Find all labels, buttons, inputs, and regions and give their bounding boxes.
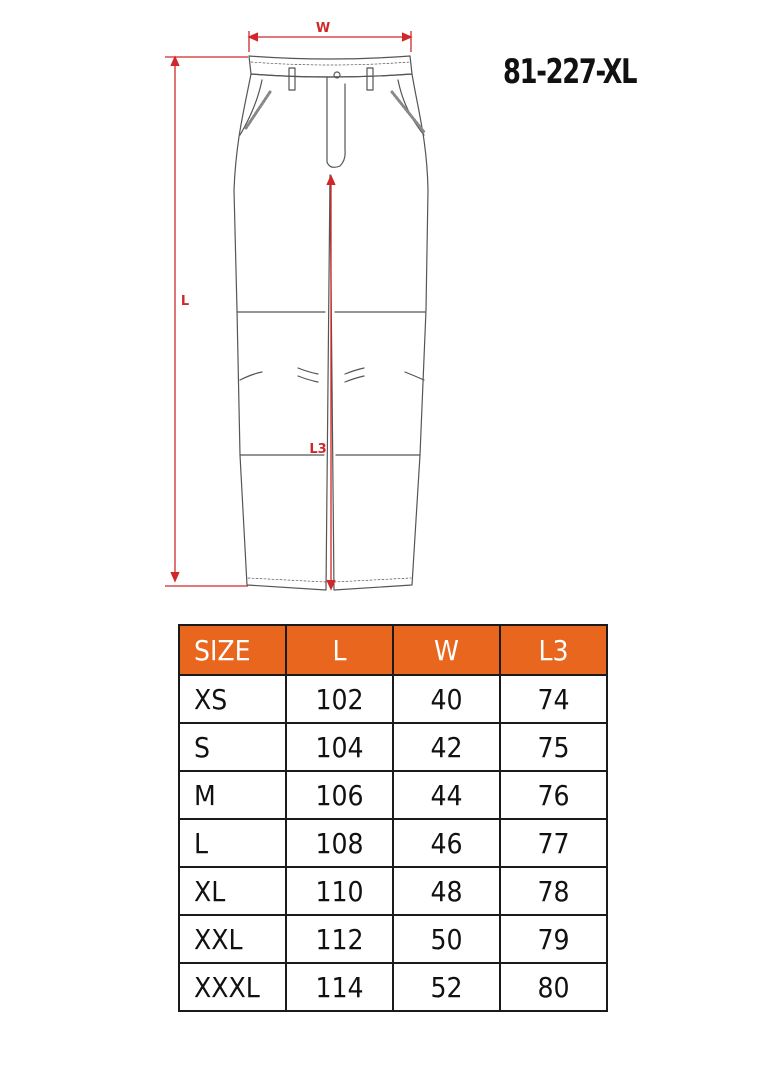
header-length: L	[286, 625, 393, 675]
belt-loop-right	[367, 68, 373, 90]
size-chart-table	[178, 624, 608, 1012]
width-cell: 40	[393, 675, 500, 723]
length-cell: 106	[286, 771, 393, 819]
inseam-cell: 77	[500, 819, 607, 867]
width-cell: 52	[393, 963, 500, 1011]
waistband-stitch	[251, 62, 410, 65]
inseam-cell: 75	[500, 723, 607, 771]
inseam-label: L3	[309, 442, 327, 457]
fly	[327, 77, 345, 167]
length-cell: 108	[286, 819, 393, 867]
size-cell: M	[179, 771, 286, 819]
inseam-cell: 78	[500, 867, 607, 915]
width-cell: 48	[393, 867, 500, 915]
length-cell: 112	[286, 915, 393, 963]
inseam-cell: 80	[500, 963, 607, 1011]
size-cell: XXXL	[179, 963, 286, 1011]
size-cell: S	[179, 723, 286, 771]
dimension-lines	[165, 31, 411, 589]
inseam-cell: 79	[500, 915, 607, 963]
length-cell: 102	[286, 675, 393, 723]
length-cell: 110	[286, 867, 393, 915]
width-arrow-right	[402, 33, 411, 41]
length-label: L	[180, 294, 190, 309]
table-row	[179, 675, 607, 723]
size-cell: L	[179, 819, 286, 867]
size-cell: XS	[179, 675, 286, 723]
width-arrow-left	[249, 33, 258, 41]
width-cell: 50	[393, 915, 500, 963]
knee-darts-right	[345, 368, 424, 382]
header-inseam: L3	[500, 625, 607, 675]
length-arrow-bottom	[171, 572, 179, 581]
length-cell: 114	[286, 963, 393, 1011]
table-row	[179, 723, 607, 771]
size-cell: XXL	[179, 915, 286, 963]
width-cell: 42	[393, 723, 500, 771]
inseam-cell: 74	[500, 675, 607, 723]
length-cell: 104	[286, 723, 393, 771]
width-label: W	[315, 21, 331, 36]
inseam-cell: 76	[500, 771, 607, 819]
product-code: 81-227-XL	[503, 52, 637, 92]
size-cell: XL	[179, 867, 286, 915]
inseam-arrow-top	[327, 176, 335, 185]
header-size: SIZE	[179, 625, 286, 675]
waistband	[249, 56, 412, 77]
width-cell: 44	[393, 771, 500, 819]
width-cell: 46	[393, 819, 500, 867]
table-row	[179, 867, 607, 915]
knee-darts-left	[240, 368, 318, 382]
belt-loop-left	[289, 68, 295, 90]
table-row	[179, 963, 607, 1011]
table-row	[179, 915, 607, 963]
header-width: W	[393, 625, 500, 675]
length-arrow-top	[171, 57, 179, 66]
table-header-row	[179, 625, 607, 675]
table-row	[179, 819, 607, 867]
table-row	[179, 771, 607, 819]
